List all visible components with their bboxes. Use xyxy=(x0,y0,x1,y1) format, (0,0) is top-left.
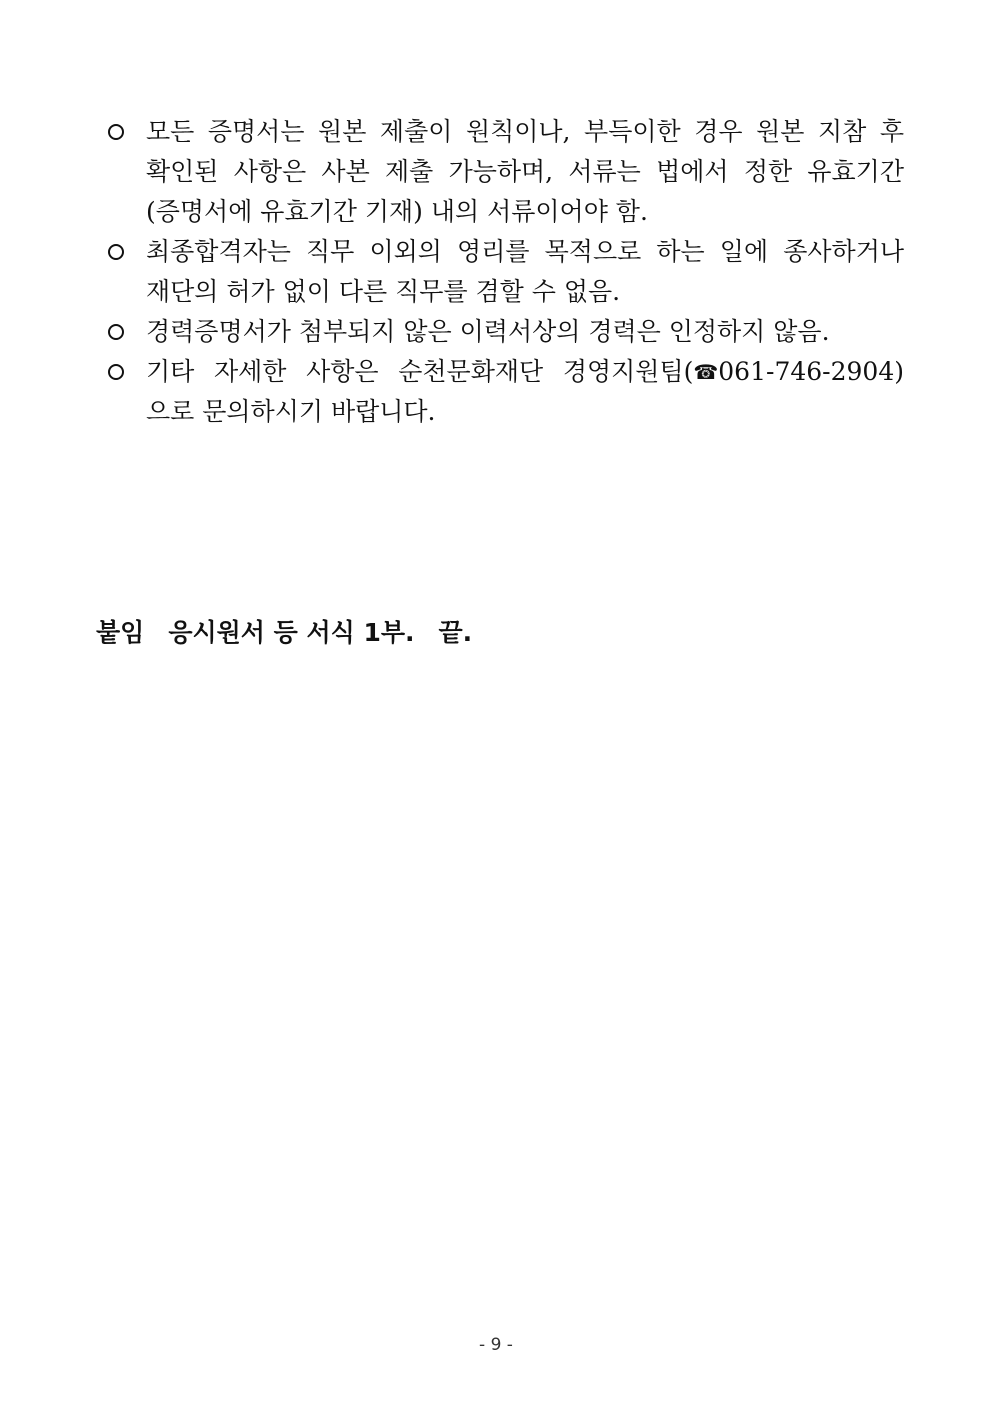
attachment-label: 붙임 xyxy=(96,618,145,647)
notice-item-originals xyxy=(104,112,904,232)
circle-bullet-icon xyxy=(108,324,124,340)
telephone-icon: ☎ xyxy=(693,360,719,384)
notice-text: 모든 증명서는 원본 제출이 원칙이나, 부득이한 경우 원본 지참 후 확인된 사항은 사본 제출 가능하며, 서류는 법에서 정한 유효기간 (증명서에 유효기간 기재) 내의 서류이어야 함. xyxy=(146,117,904,226)
notice-item-contact xyxy=(104,352,904,432)
notice-item-side-jobs xyxy=(104,232,904,312)
notice-text: 경력증명서가 첨부되지 않은 이력서상의 경력은 인정하지 않음. xyxy=(146,317,830,346)
attachment-content: 응시원서 등 서식 1부. xyxy=(168,618,415,647)
page-number: - 9 - xyxy=(479,1335,513,1355)
notice-text: 최종합격자는 직무 이외의 영리를 목적으로 하는 일에 종사하거나 재단의 허가 없이 다른 직무를 겸할 수 없음. xyxy=(146,237,904,306)
circle-bullet-icon xyxy=(108,364,124,380)
attachment-line xyxy=(96,613,472,653)
circle-bullet-icon xyxy=(108,244,124,260)
notice-text: )으로 문의하시기 바랍니다. xyxy=(146,357,904,426)
circle-bullet-icon xyxy=(108,124,124,140)
phone-number: 061-746-2904 xyxy=(718,357,895,386)
notice-text: 기타 자세한 사항은 순천문화재단 경영지원팀( xyxy=(146,357,694,386)
end-mark: 끝. xyxy=(438,618,473,647)
notice-list xyxy=(104,112,904,432)
notice-item-career-proof xyxy=(104,312,904,352)
